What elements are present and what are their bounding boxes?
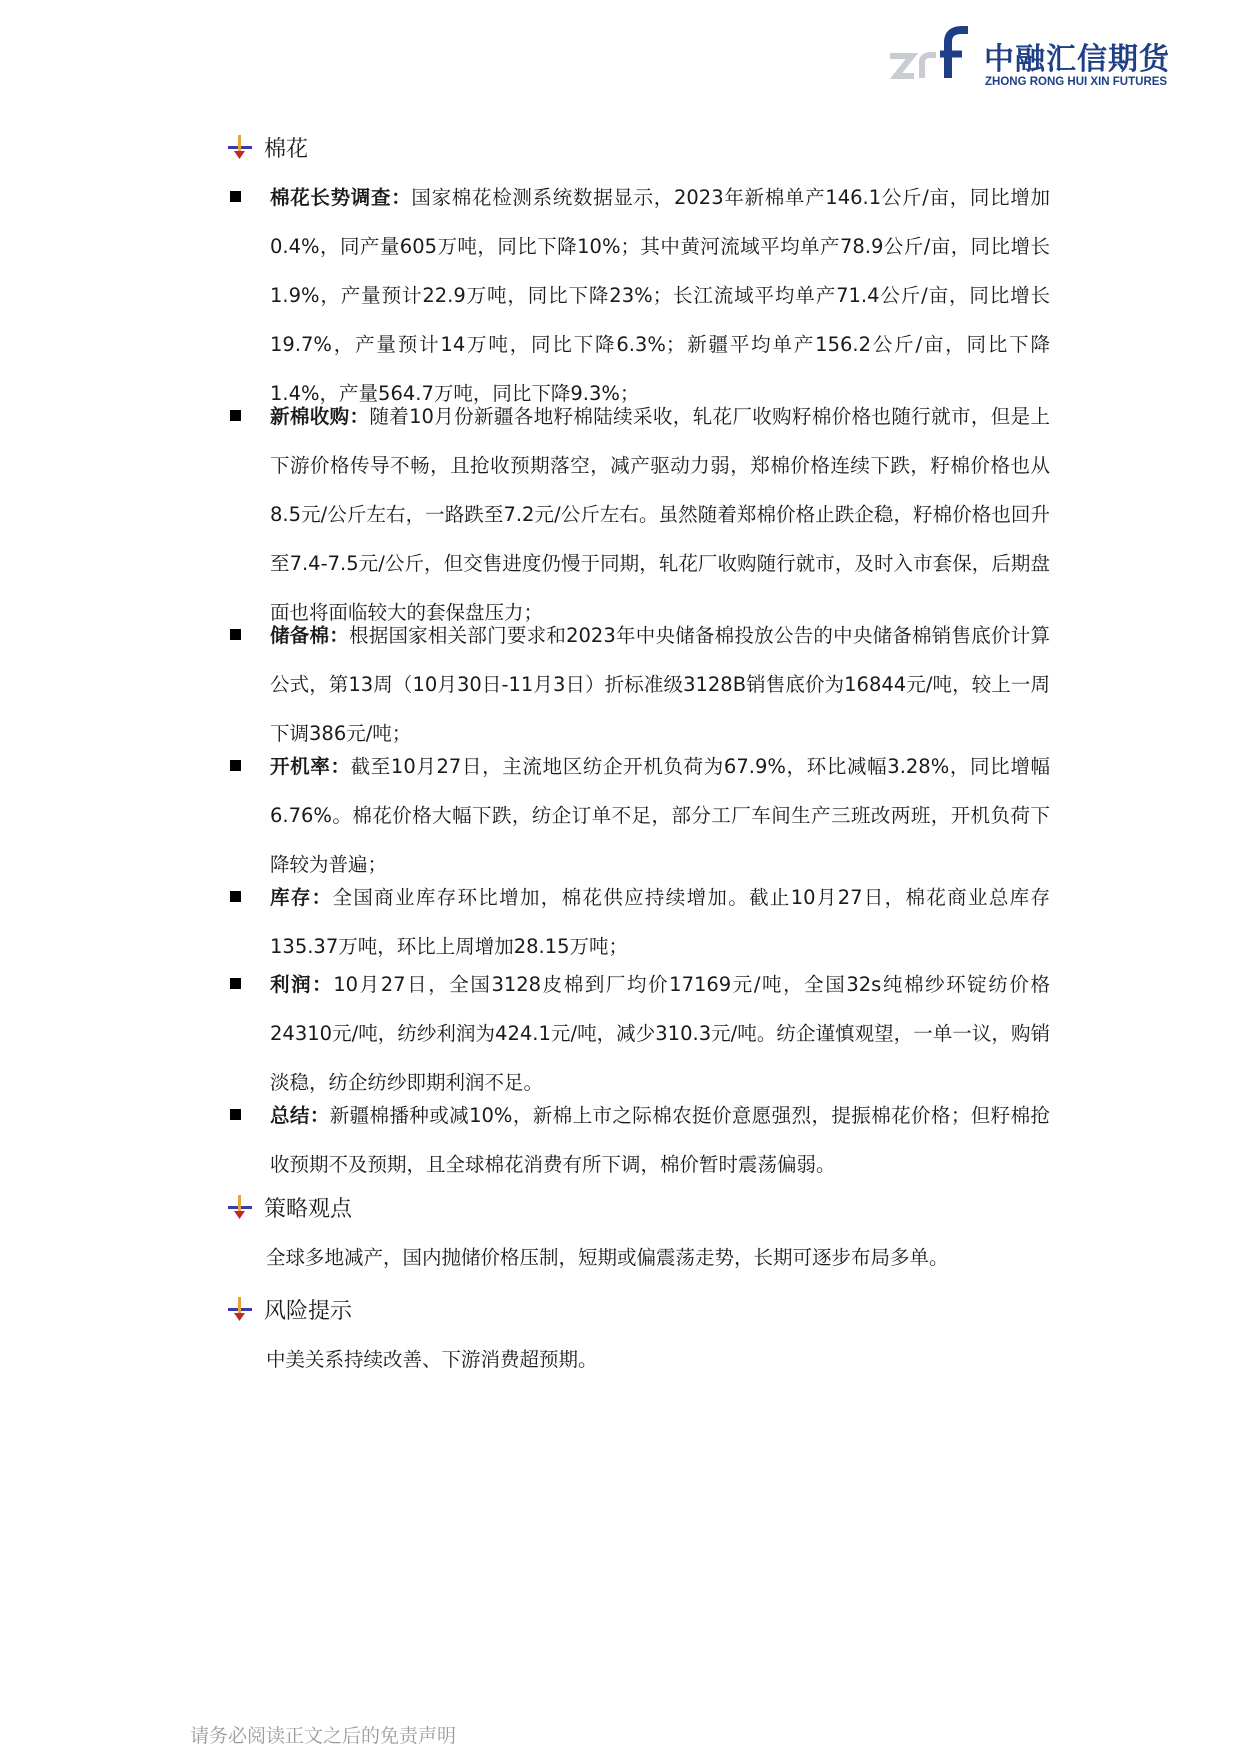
paragraph-label: 新棉收购： bbox=[270, 405, 370, 428]
paragraph-text: 10月27日，全国3128皮棉到厂均价17169元/吨，全国32s纯棉纱环锭纺价格24310元/吨，纺纱利润为424.1元/吨，减少310.3元/吨。纺企谨慎观望，一单一议，购销淡稳，纺企纺纱即期利润不足。 bbox=[270, 973, 1050, 1094]
section-heading-strategy bbox=[226, 1190, 352, 1224]
paragraph-growth-survey bbox=[270, 173, 1050, 418]
paragraph-text: 国家棉花检测系统数据显示，2023年新棉单产146.1公斤/亩，同比增加0.4%，同产量605万吨，同比下降10%；其中黄河流域平均单产78.9公斤/亩，同比增长1.9%，产量预计22.9万吨，同比下降23%；长江流域平均单产71.4公斤/亩，同比增长19.7%，产量预计14万吨，同比下降6.3%；新疆平均单产156.2公斤/亩，同比下降1.4%，产量564.7万吨，同比下降9.3%； bbox=[270, 186, 1050, 405]
paragraph-label: 开机率： bbox=[270, 755, 351, 778]
arrow-cross-icon bbox=[226, 1295, 254, 1323]
bullet-square bbox=[230, 410, 241, 421]
bullet-square bbox=[230, 978, 241, 989]
paragraph-text: 根据国家相关部门要求和2023年中央储备棉投放公告的中央储备棉销售底价计算公式，第13周（10月30日-11月3日）折标准级3128B销售底价为16844元/吨，较上一周下调386元/吨； bbox=[270, 624, 1050, 745]
paragraph-text: 截至10月27日，主流地区纺企开机负荷为67.9%，环比减幅3.28%，同比增幅6.76%。棉花价格大幅下跌，纺企订单不足，部分工厂车间生产三班改两班，开机负荷下降较为普遍； bbox=[270, 755, 1050, 876]
paragraph-label: 总结： bbox=[270, 1104, 330, 1127]
risk-text: 中美关系持续改善、下游消费超预期。 bbox=[266, 1348, 598, 1371]
footer-disclaimer: 请务必阅读正文之后的免责声明 bbox=[190, 1725, 457, 1747]
paragraph-operating-rate bbox=[270, 742, 1050, 889]
paragraph-text: 全国商业库存环比增加，棉花供应持续增加。截止10月27日，棉花商业总库存135.37万吨，环比上周增加28.15万吨； bbox=[270, 886, 1050, 958]
bullet-square bbox=[230, 191, 241, 202]
section-title: 风险提示 bbox=[264, 1298, 353, 1324]
paragraph-summary bbox=[270, 1091, 1050, 1189]
logo-english-name: ZHONG RONG HUI XIN FUTURES bbox=[985, 76, 1168, 88]
section-heading-risk bbox=[226, 1292, 352, 1326]
arrow-cross-icon bbox=[226, 1193, 254, 1221]
bullet-square bbox=[230, 1109, 241, 1120]
bullet-square bbox=[230, 760, 241, 771]
paragraph-profit bbox=[270, 960, 1050, 1107]
section-heading-cotton bbox=[226, 130, 308, 164]
paragraph-reserve-cotton bbox=[270, 611, 1050, 758]
paragraph-label: 利润： bbox=[270, 973, 334, 996]
section-title: 策略观点 bbox=[264, 1196, 353, 1222]
paragraph-label: 储备棉： bbox=[270, 624, 349, 647]
zrf-logo-icon bbox=[888, 26, 983, 92]
arrow-cross-icon bbox=[226, 133, 254, 161]
bullet-square bbox=[230, 891, 241, 902]
paragraph-text: 新疆棉播种或减10%，新棉上市之际棉农挺价意愿强烈，提振棉花价格；但籽棉抢收预期不及预期，且全球棉花消费有所下调，棉价暂时震荡偏弱。 bbox=[270, 1104, 1050, 1176]
paragraph-label: 棉花长势调查： bbox=[270, 186, 412, 209]
strategy-text: 全球多地减产，国内抛储价格压制，短期或偏震荡走势，长期可逐步布局多单。 bbox=[266, 1246, 949, 1269]
paragraph-new-cotton-purchase bbox=[270, 392, 1050, 637]
section-title: 棉花 bbox=[264, 136, 309, 162]
paragraph-label: 库存： bbox=[270, 886, 333, 909]
bullet-square bbox=[230, 629, 241, 640]
logo-chinese-name: 中融汇信期货 bbox=[984, 42, 1170, 77]
paragraph-inventory bbox=[270, 873, 1050, 971]
company-logo bbox=[888, 26, 1168, 92]
paragraph-text: 随着10月份新疆各地籽棉陆续采收，轧花厂收购籽棉价格也随行就市，但是上下游价格传导不畅，且抢收预期落空，减产驱动力弱，郑棉价格连续下跌，籽棉价格也从8.5元/公斤左右，一路跌至7.2元/公斤左右。虽然随着郑棉价格止跌企稳，籽棉价格也回升至7.4-7.5元/公斤，但交售进度仍慢于同期，轧花厂收购随行就市，及时入市套保，后期盘面也将面临较大的套保盘压力； bbox=[270, 405, 1050, 624]
